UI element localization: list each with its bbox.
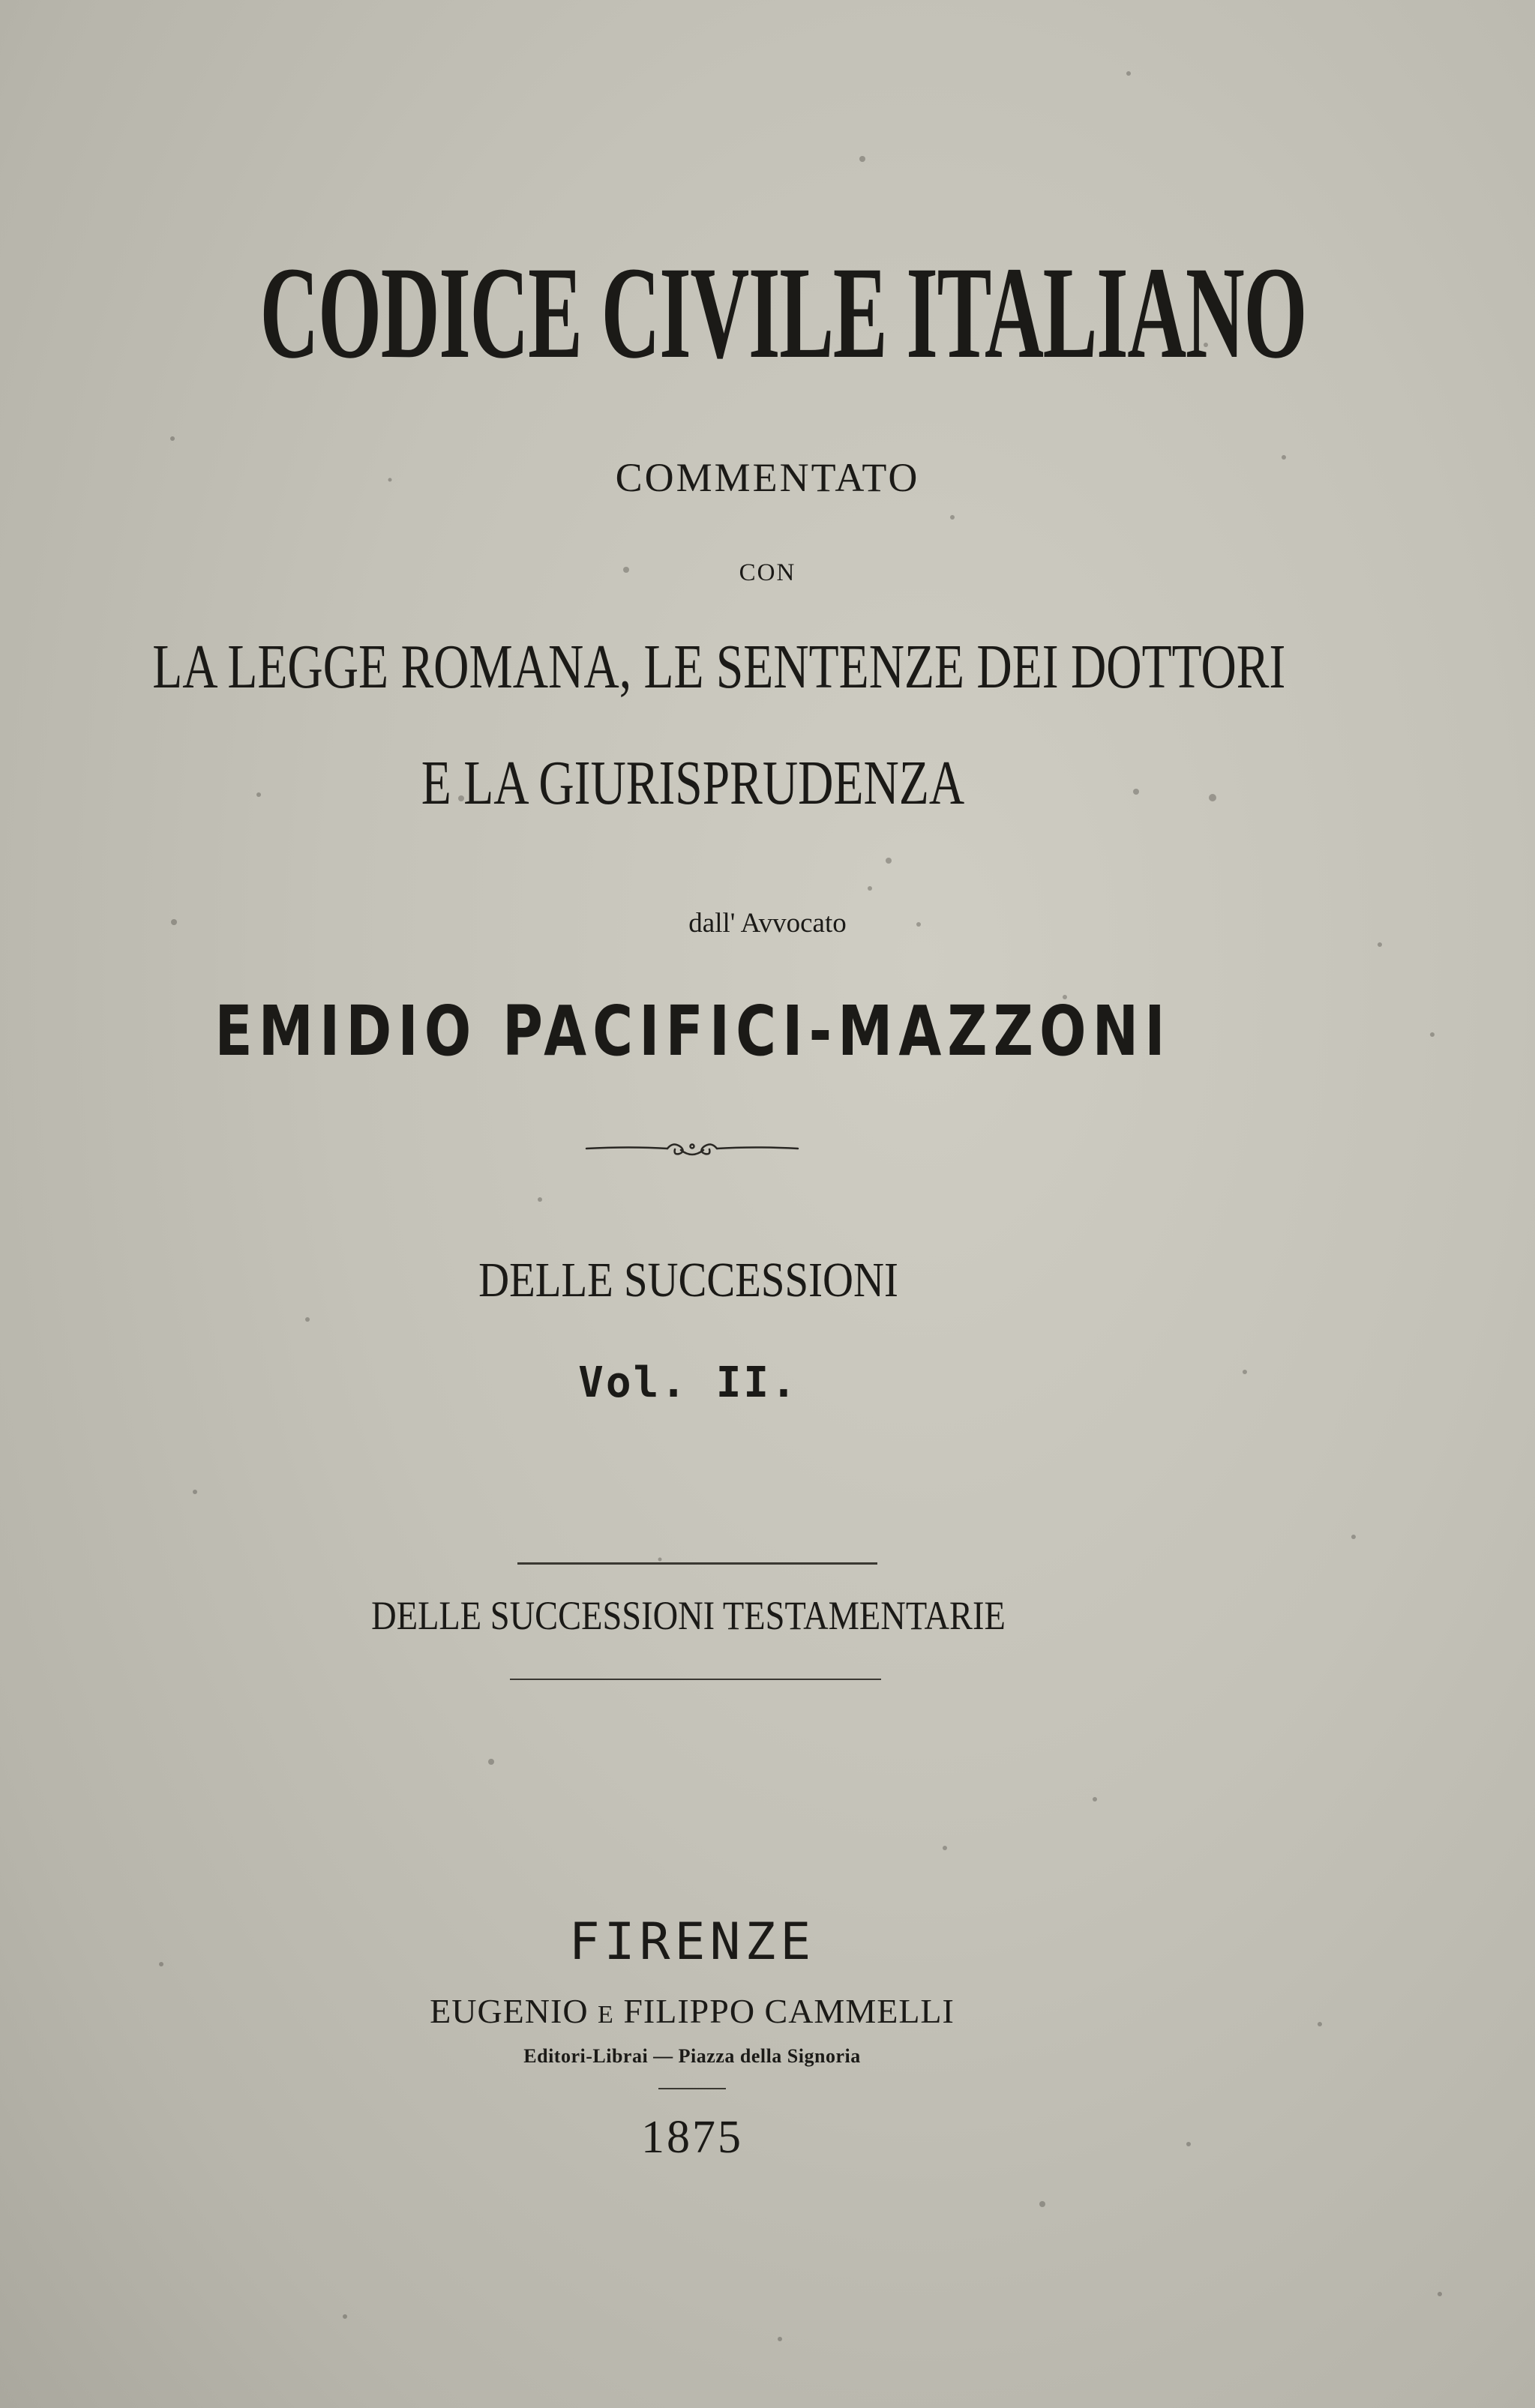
commentato-line: COMMENTATO xyxy=(615,455,920,500)
part-title: DELLE SUCCESSIONI xyxy=(478,1253,898,1307)
subject-line-2: E LA GIURISPRUDENZA xyxy=(421,748,965,818)
publisher-first-name: EUGENIO xyxy=(430,1992,589,2030)
publisher-second-name: FILIPPO CAMMELLI xyxy=(623,1992,955,2030)
imprint-address: Editori-Librai — Piazza della Signoria xyxy=(523,2045,861,2067)
book-title: CODICE CIVILE ITALIANO xyxy=(259,240,1307,386)
publisher-joiner: E xyxy=(598,2001,614,2029)
volume-label: Vol. II. xyxy=(578,1358,799,1407)
imprint-publisher xyxy=(0,1994,1384,2029)
subject-line-1: LA LEGGE ROMANA, LE SENTENZE DEI DOTTORI xyxy=(152,632,1286,702)
ornament-icon xyxy=(585,1137,799,1160)
rule-below-subpart xyxy=(510,1679,881,1680)
author-name: EMIDIO PACIFICI-MAZZONI xyxy=(214,991,1171,1071)
imprint-city: FIRENZE xyxy=(568,1912,816,1972)
imprint-year: 1875 xyxy=(641,2112,743,2163)
rule-above-year xyxy=(658,2088,726,2089)
con-line: CON xyxy=(739,559,796,586)
author-prefix: dall' Avvocato xyxy=(688,908,847,939)
rule-above-subpart xyxy=(517,1562,877,1565)
subpart-title: DELLE SUCCESSIONI TESTAMENTARIE xyxy=(371,1593,1006,1638)
